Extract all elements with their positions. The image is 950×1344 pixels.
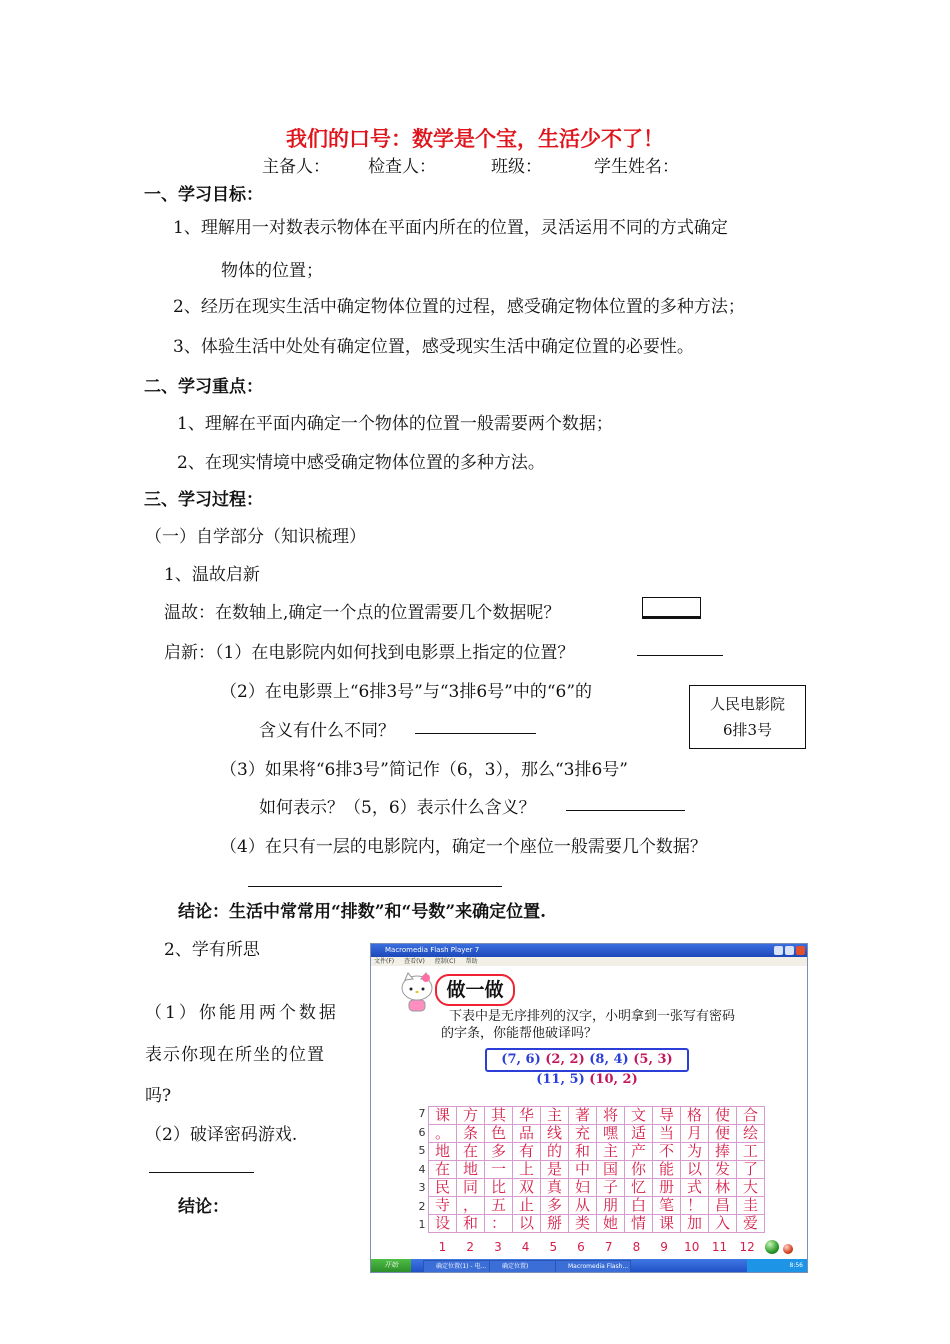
green-ball-icon[interactable] (765, 1240, 779, 1254)
grid-cell: 国 (597, 1161, 625, 1179)
new-question-2: （2）在电影票上“6排3号”与“3排6号”中的“6”的 (220, 682, 593, 702)
grid-cell: 捧 (709, 1143, 737, 1161)
answer-blank-5[interactable] (149, 1156, 254, 1173)
maximize-icon[interactable] (785, 946, 794, 955)
answer-blank-3[interactable] (566, 794, 685, 811)
code-pair-5: (11, 5) (536, 1072, 585, 1087)
new-question-4: （4）在只有一层的电影院内，确定一个座位一般需要几个数据？ (220, 837, 707, 857)
grid-cell: 多 (541, 1197, 569, 1215)
grid-cell: 线 (541, 1125, 569, 1143)
new-question-3-cont: 如何表示？（5，6）表示什么含义？ (259, 798, 536, 818)
grid-cell: 笔 (653, 1197, 681, 1215)
grid-cell: 合 (737, 1107, 765, 1125)
focus-1: 1、理解在平面内确定一个物体的位置一般需要两个数据； (177, 414, 613, 434)
flash-stage (371, 966, 807, 1259)
movie-ticket (689, 685, 806, 749)
character-grid (428, 1106, 765, 1233)
grid-cell: 不 (653, 1143, 681, 1161)
grid-column-label: 7 (604, 1240, 613, 1254)
goal-2: 2、经历在现实生活中确定物体位置的过程，感受确定物体位置的多种方法； (173, 297, 745, 317)
grid-cell: 白 (625, 1197, 653, 1215)
taskbar-item-1[interactable]: 确定位置(1) - 电... (423, 1260, 495, 1273)
grid-column-label: 4 (521, 1240, 530, 1254)
grid-cell: 你 (625, 1161, 653, 1179)
flash-prompt-line-2: 的字条，你能帮他破译吗？ (441, 1026, 598, 1041)
grid-cell: 文 (625, 1107, 653, 1125)
grid-cell: 大 (737, 1179, 765, 1197)
grid-cell: 在 (429, 1161, 457, 1179)
grid-cell: 其 (485, 1107, 513, 1125)
code-pair-1: (7, 6) (501, 1052, 541, 1067)
grid-cell: 子 (597, 1179, 625, 1197)
think-question-1-cont: 表示你现在所坐的位置 (145, 1045, 325, 1065)
grid-column-label: 2 (466, 1240, 474, 1254)
ticket-seat: 6排3号 (722, 721, 773, 739)
grid-cell: 适 (625, 1125, 653, 1143)
think-question-1-end: 吗? (145, 1086, 172, 1106)
grid-cell: 爱 (737, 1215, 765, 1233)
grid-cell: 和 (457, 1215, 485, 1233)
answer-blank-2[interactable] (415, 717, 536, 734)
flash-prompt-line-1: 下表中是无序排列的汉字，小明拿到一张写有密码 (449, 1009, 736, 1024)
system-tray-clock: 8:56 (747, 1259, 807, 1272)
code-pair-6: (10, 2) (589, 1072, 638, 1087)
grid-cell: 月 (681, 1125, 709, 1143)
grid-column-label: 12 (739, 1240, 755, 1254)
think-question-2: （2）破译密码游戏. (145, 1125, 298, 1145)
menu-control[interactable]: 控制(C) (434, 958, 456, 965)
grid-cell: 类 (569, 1215, 597, 1233)
start-button[interactable]: 开始 (371, 1259, 411, 1272)
conclusion-2: 结论： (178, 1197, 229, 1217)
grid-cell: 五 (485, 1197, 513, 1215)
grid-cell: 绘 (737, 1125, 765, 1143)
goal-3: 3、体验生活中处处有确定位置，感受现实生活中确定位置的必要性。 (173, 337, 694, 357)
grid-cell: ： (485, 1215, 513, 1233)
flash-menubar (371, 957, 807, 966)
grid-column-label: 10 (684, 1240, 700, 1254)
grid-cell: 情 (625, 1215, 653, 1233)
grid-cell: 。 (429, 1125, 457, 1143)
close-icon[interactable] (796, 946, 805, 955)
do-it-badge: 做一做 (435, 974, 515, 1006)
grid-cell: 华 (513, 1107, 541, 1125)
meta-preparer: 主备人： (262, 157, 330, 177)
grid-cell: 主 (597, 1143, 625, 1161)
focus-heading: 二、学习重点： (144, 377, 263, 397)
grid-cell: 方 (457, 1107, 485, 1125)
review-heading: 1、温故启新 (164, 565, 260, 585)
grid-column-label: 5 (549, 1240, 558, 1254)
hello-kitty-icon (399, 972, 435, 1012)
page-title: 我们的口号：数学是个宝，生活少不了！ (286, 126, 664, 151)
grid-cell: 以 (513, 1215, 541, 1233)
meta-class: 班级： (491, 157, 542, 177)
grid-cell: 课 (653, 1215, 681, 1233)
grid-cell: 嘿 (597, 1125, 625, 1143)
grid-cell: 为 (681, 1143, 709, 1161)
grid-cell: 格 (681, 1107, 709, 1125)
grid-cell: 的 (541, 1143, 569, 1161)
answer-blank-4[interactable] (248, 870, 502, 887)
grid-cell: 在 (457, 1143, 485, 1161)
minimize-icon[interactable] (774, 946, 783, 955)
grid-cell: 圭 (737, 1197, 765, 1215)
grid-cell: 设 (429, 1215, 457, 1233)
grid-cell: 民 (429, 1179, 457, 1197)
new-question-2-cont: 含义有什么不同？ (259, 721, 395, 741)
grid-cell: 一 (485, 1161, 513, 1179)
grid-cell: 地 (457, 1161, 485, 1179)
grid-cell: 入 (709, 1215, 737, 1233)
grid-cell: 品 (513, 1125, 541, 1143)
grid-row-label: 1 (418, 1218, 426, 1231)
grid-row (429, 1197, 765, 1215)
flash-prompt (441, 1008, 736, 1042)
goals-heading: 一、学习目标： (144, 185, 263, 205)
grid-cell: 充 (569, 1125, 597, 1143)
grid-cell: 同 (457, 1179, 485, 1197)
grid-cell: 寺 (429, 1197, 457, 1215)
menu-help[interactable]: 帮助 (465, 958, 478, 965)
grid-cell: 主 (541, 1107, 569, 1125)
grid-column-label: 6 (577, 1240, 585, 1254)
grid-cell: 将 (597, 1107, 625, 1125)
grid-cell: 止 (513, 1197, 541, 1215)
grid-column-label: 11 (711, 1240, 728, 1254)
grid-cell: 使 (709, 1107, 737, 1125)
grid-cell: 比 (485, 1179, 513, 1197)
grid-cell: 了 (737, 1161, 765, 1179)
grid-cell: ， (457, 1197, 485, 1215)
menu-view[interactable]: 查看(V) (404, 958, 425, 965)
grid-row-label: 4 (418, 1162, 426, 1176)
grid-cell: 当 (653, 1125, 681, 1143)
menu-file[interactable]: 文件(F) (374, 958, 395, 965)
grid-cell: 妇 (569, 1179, 597, 1197)
grid-cell: 以 (681, 1161, 709, 1179)
taskbar-item-3[interactable]: Macromedia Flash... (555, 1260, 631, 1273)
grid-cell: 条 (457, 1125, 485, 1143)
think-heading: 2、学有所思 (164, 940, 260, 960)
red-ball-icon[interactable] (783, 1244, 793, 1254)
ticket-cinema: 人民电影院 (709, 695, 785, 713)
code-pair-2: (2, 2) (545, 1052, 585, 1067)
meta-checker: 检查人： (368, 157, 436, 177)
grid-cell: 册 (653, 1179, 681, 1197)
grid-row-label: 3 (418, 1181, 426, 1194)
flash-player-window (370, 943, 808, 1273)
flash-titlebar (371, 944, 807, 957)
grid-cell: 产 (625, 1143, 653, 1161)
conclusion-1: 结论：生活中常常用“排数”和“号数”来确定位置. (178, 902, 547, 922)
think-question-1: （1）你能用两个数据 (145, 1003, 339, 1023)
grid-row (429, 1107, 765, 1125)
grid-column-label: 9 (660, 1240, 668, 1254)
code-strip (485, 1048, 689, 1087)
grid-cell: 工 (737, 1143, 765, 1161)
grid-cell: 她 (597, 1215, 625, 1233)
grid-cell: 林 (709, 1179, 737, 1197)
grid-cell: 朋 (597, 1197, 625, 1215)
new-question-3: （3）如果将“6排3号”简记作（6，3），那么“3排6号” (220, 760, 628, 780)
grid-cell: 便 (709, 1125, 737, 1143)
grid-row (429, 1125, 765, 1143)
goal-1-cont: 物体的位置； (221, 261, 323, 281)
grid-row (429, 1179, 765, 1197)
taskbar-item-2[interactable]: 确定位置) (489, 1260, 561, 1273)
answer-box[interactable] (642, 597, 701, 619)
grid-cell: 真 (541, 1179, 569, 1197)
review-question: 温故：在数轴上,确定一个点的位置需要几个数据呢？ (164, 603, 561, 623)
grid-row-label: 7 (418, 1107, 426, 1120)
grid-cell: 忆 (625, 1179, 653, 1197)
grid-cell: ！ (681, 1197, 709, 1215)
grid-row (429, 1143, 765, 1161)
goal-1: 1、理解用一对数表示物体在平面内所在的位置，灵活运用不同的方式确定 (173, 218, 728, 238)
grid-cell: 有 (513, 1143, 541, 1161)
grid-cell: 能 (653, 1161, 681, 1179)
grid-cell: 多 (485, 1143, 513, 1161)
grid-cell: 色 (485, 1125, 513, 1143)
grid-column-label: 8 (632, 1240, 641, 1254)
answer-blank-1[interactable] (637, 639, 723, 656)
code-pair-4: (5, 3) (633, 1052, 673, 1067)
grid-cell: 双 (513, 1179, 541, 1197)
grid-row-label: 5 (418, 1144, 426, 1157)
grid-cell: 式 (681, 1179, 709, 1197)
grid-cell: 中 (569, 1161, 597, 1179)
grid-cell: 发 (709, 1161, 737, 1179)
new-question-1: 启新：（1）在电影院内如何找到电影票上指定的位置？ (164, 643, 575, 663)
grid-cell: 从 (569, 1197, 597, 1215)
focus-2: 2、在现实情境中感受确定物体位置的多种方法。 (177, 453, 545, 473)
grid-cell: 导 (653, 1107, 681, 1125)
grid-row-label: 2 (418, 1199, 426, 1213)
meta-student: 学生姓名： (594, 157, 679, 177)
grid-cell: 掰 (541, 1215, 569, 1233)
flash-window-title: Macromedia Flash Player 7 (385, 946, 480, 954)
grid-column-label: 1 (438, 1240, 447, 1254)
grid-cell: 加 (681, 1215, 709, 1233)
grid-row (429, 1161, 765, 1179)
self-study-heading: （一）自学部分（知识梳理） (145, 527, 366, 547)
taskbar (371, 1259, 807, 1272)
grid-cell: 和 (569, 1143, 597, 1161)
grid-cell: 是 (541, 1161, 569, 1179)
grid-cell: 上 (513, 1161, 541, 1179)
grid-cell: 课 (429, 1107, 457, 1125)
grid-cell: 地 (429, 1143, 457, 1161)
grid-cell: 昌 (709, 1197, 737, 1215)
grid-column-label: 3 (494, 1240, 502, 1254)
grid-row-label: 6 (418, 1125, 426, 1139)
process-heading: 三、学习过程： (144, 490, 263, 510)
code-pair-3: (8, 4) (589, 1052, 629, 1067)
grid-cell: 著 (569, 1107, 597, 1125)
grid-row (429, 1215, 765, 1233)
